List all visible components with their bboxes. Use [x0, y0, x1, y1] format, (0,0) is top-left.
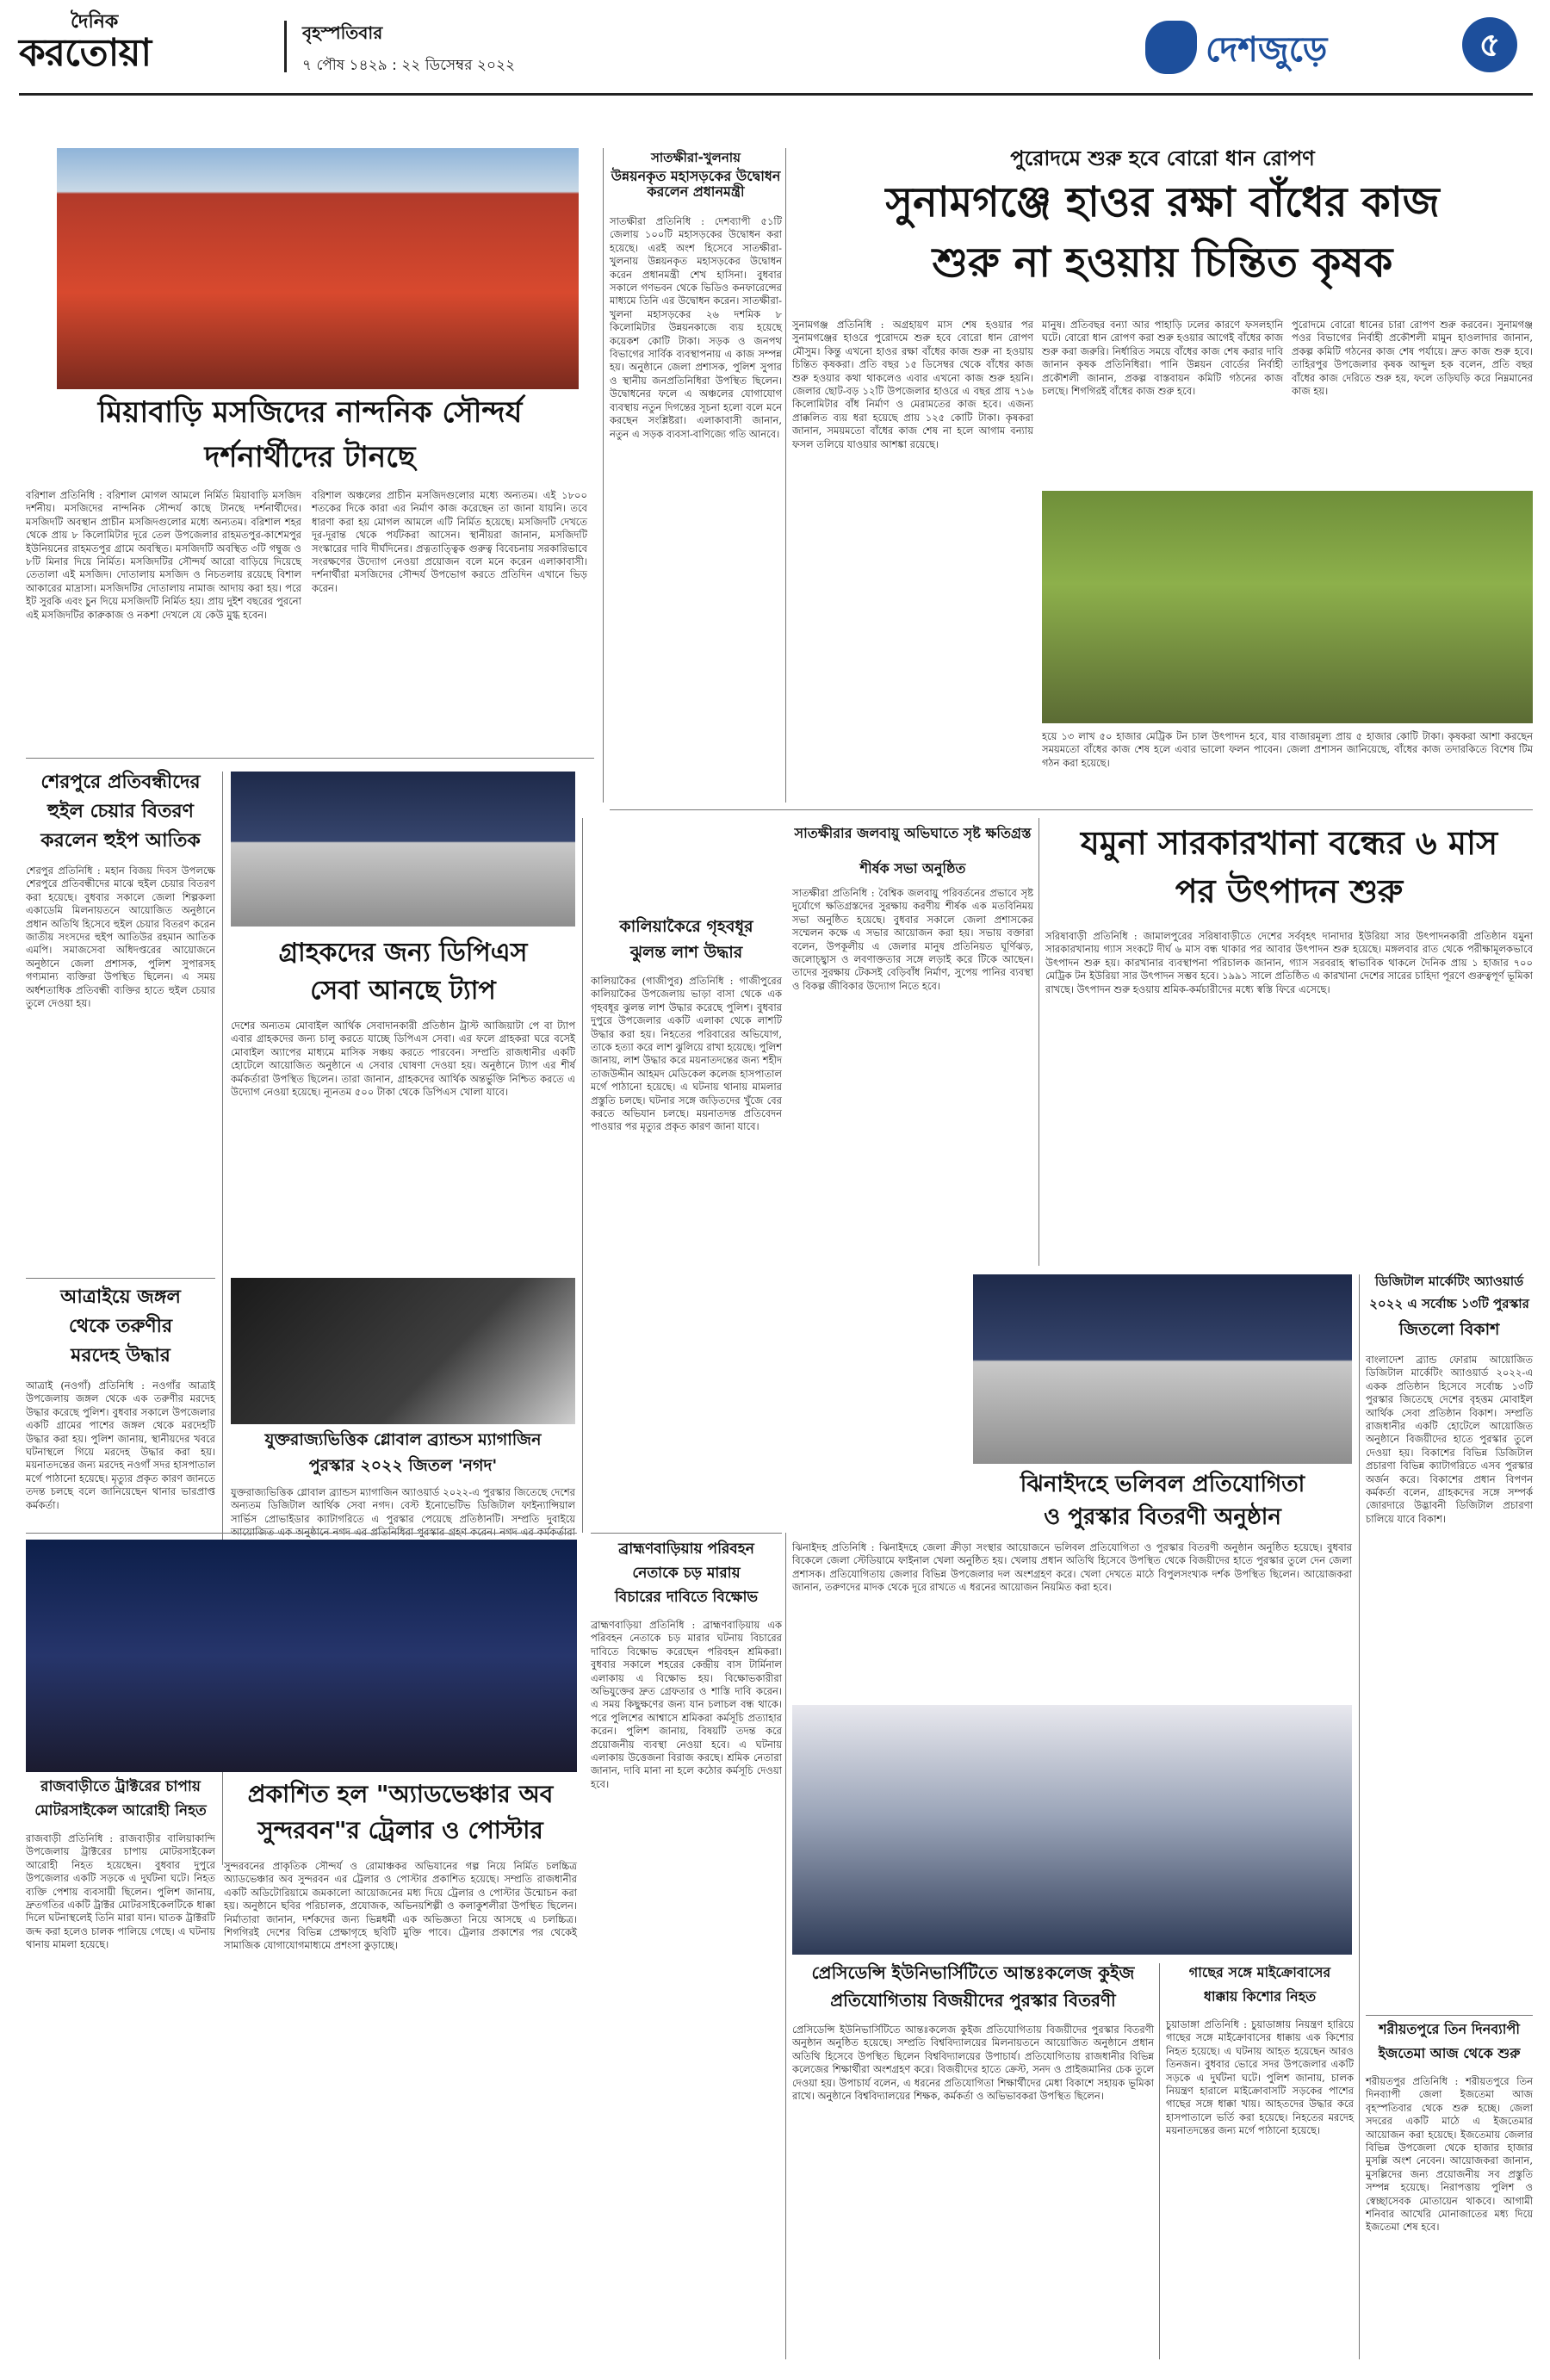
satkhira-headline: উন্নয়নকৃত মহাসড়কের উদ্বোধন করলেন প্রধানমন্ত্রী: [611, 168, 781, 201]
mosque-headline-1: মিয়াবাড়ি মসজিদের নান্দনিক সৌন্দর্য: [97, 395, 523, 430]
mosque-headline-2: দর্শনার্থীদের টানছে: [204, 440, 416, 474]
microbus-headline-2: ধাক্কায় কিশোর নিহত: [1203, 1988, 1317, 2005]
divider: [610, 809, 1533, 810]
haor-headline-1: সুনামগঞ্জে হাওর রক্ষা বাঁধের কাজ: [885, 178, 1440, 226]
divider: [26, 758, 594, 759]
farmer-photo: [1042, 491, 1533, 723]
digital-text: বাংলাদেশ ব্র্যান্ড ফোরাম আয়োজিত ডিজিটাল মার্কেটিং অ্যাওয়ার্ড ২০২২-এ একক প্রতিষ্ঠান হিসেবে সর্বোচ্চ ১৩টি পুরস্কার জিতেছে দেশের বৃহত্তম মোবাইল আর্থিক সেবা প্রতিষ্ঠান বিকাশ। সম্প্রতি রাজধানীর একটি হোটেলে আয়োজিত অনুষ্ঠানে বিজয়ীদের হাতে পুরস্কার তুলে দেওয়া হয়। বিকাশের বিভিন্ন ডিজিটাল প্রচারণা বিভিন্ন ক্যাটাগরিতে এসব পুরস্কার অর্জন করে। বিকাশের প্রধান বিপণন কর্মকর্তা বলেন, গ্রাহকদের সঙ্গে সম্পর্ক জোরদারে উদ্ভাবনী ডিজিটাল প্রচারণা চালিয়ে যাবে বিকাশ।: [1366, 1354, 1533, 1525]
presidency-headline-1: প্রেসিডেন্সি ইউনিভার্সিটিতে আন্তঃকলেজ কুইজ: [811, 1962, 1135, 1983]
sundarban-headline-1: প্রকাশিত হল "অ্যাডভেঞ্চার অব: [247, 1780, 554, 1808]
kaliakair-headline-1: কালিয়াকৈরে গৃহবধূর: [619, 917, 753, 936]
mosque-text-2: বরিশাল অঞ্চলের প্রাচীন মসজিদগুলোর মধ্যে অন্যতম। এই ১৮০০ শতকের দিকে কারা এর নির্মাণ কাজ করেছেন তা জানা যায়নি। তবে ধারণা করা হয় মোগল আমলে এটি নির্মিত হয়েছে। মসজিদটি দেখতে দূর-দূরান্ত থেকে পর্যটকরা আসেন। স্থানীয়রা জানান, মসজিদটি সংস্কারের দাবি দীর্ঘদিনের। প্রত্নতাত্ত্বিক গুরুত্ব বিবেচনায় সরকারিভাবে সংরক্ষণের উদ্যোগ নেওয়া প্রয়োজন বলে মনে করেন এলাকাবাসী। দর্শনার্থীরা মসজিদের সৌন্দর্য উপভোগ করতে প্রতিদিন এখানে ভিড় করেন।: [312, 489, 587, 594]
column-divider: [603, 148, 604, 803]
date-line: ৭ পৌষ ১৪২৯ : ২২ ডিসেম্বর ২০২২: [302, 57, 516, 74]
mosque-text-1: বরিশাল প্রতিনিধি : বরিশাল মোগল আমলে নির্মিত মিয়াবাড়ি মসজিদ দর্শনীয়। মসজিদের নান্দনিক সৌন্দর্য কাছে টানছে দর্শনার্থীদের। মসজিদটি অবস্থান প্রাচীন মসজিদগুলোর মধ্যে অন্যতম। বরিশাল শহর থেকে প্রায় ৮ কিলোমিটার দূরে তেল উপজেলার রাহমতপুর-কাশেমপুর ইউনিয়নের রাহমতপুর গ্রামে অবস্থিত। মসজিদটি অবস্থিত ৩টি গম্বুজ ও ৮টি মিনার দিয়ে নির্মিত। মসজিদটির সৌন্দর্য আরো বাড়িয়ে দিয়েছে তেতালা এই মসজিদ। দোতালায় মসজিদ ও নিচতলায় রয়েছে বিশাল আকারের মাদ্রাসা। মসজিদটির দোতালায় নামাজ আদায় করা হয়। পরে ইট সুরকি এবং চুন দিয়ে মসজিদটি নির্মিত হয়। প্রায় দুইশ বছরের পুরনো এই মসজিদটির কারুকাজ ও নকশা দেখলে যে কেউ মুগ্ধ হবেন।: [26, 489, 301, 621]
shariatpur-text: শরীয়তপুর প্রতিনিধি : শরীয়তপুরে তিন দিনব্যাপী জেলা ইজতেমা আজ বৃহস্পতিবার থেকে শুরু হচ্ছে। জেলা সদরের একটি মাঠে এ ইজতেমার আয়োজন করা হয়েছে। ইজতেমায় জেলার বিভিন্ন উপজেলা থেকে হাজার হাজার মুসল্লি অংশ নেবেন। আয়োজকরা জানান, মুসল্লিদের জন্য প্রয়োজনীয় সব প্রস্তুতি সম্পন্ন হয়েছে। নিরাপত্তায় পুলিশ ও স্বেচ্ছাসেবক মোতায়েন থাকবে। আগামী শনিবার আখেরি মোনাজাতের মধ্য দিয়ে ইজতেমা শেষ হবে।: [1366, 2075, 1533, 2234]
nagad-award-photo: [231, 1278, 575, 1424]
microbus-headline-1: গাছের সঙ্গে মাইক্রোবাসের: [1188, 1964, 1331, 1980]
divider: [26, 1533, 577, 1534]
date-box: [284, 21, 594, 72]
quiz-award-photo: [792, 1705, 1352, 1955]
rajbari-headline-1: রাজবাড়ীতে ট্রাক্টরের চাপায়: [40, 1778, 201, 1795]
column-divider: [1359, 1274, 1360, 2359]
rajbari-headline-2: মোটরসাইকেল আরোহী নিহত: [34, 1802, 207, 1819]
section-header: [1145, 17, 1533, 77]
nagad-headline-1: যুক্তরাজ্যভিত্তিক গ্লোবাল ব্র্যান্ডস ম্যাগাজিন: [264, 1430, 542, 1449]
dps-headline-1: গ্রাহকদের জন্য ডিপিএস: [278, 938, 528, 968]
atrai-headline-2: থেকে তরুণীর: [68, 1316, 173, 1337]
climate-headline: শীর্ষক সভা অনুষ্ঠিত: [859, 860, 966, 877]
haor-text-4: হয়ে ১৩ লাখ ৫০ হাজার মেট্রিক টন চাল উৎপাদন হবে, যার বাজারমূল্য প্রায় ৫ হাজার কোটি টাকা। কৃষকরা আশা করছেন সময়মতো বাঁধের কাজ শেষ হলে এবার ভালো ফলন পাবেন। জেলা প্রশাসন জানিয়েছে, বাঁধের কাজ তদারকিতে বিশেষ টিম গঠন করা হয়েছে।: [1042, 730, 1533, 769]
shariatpur-headline-1: শরীয়তপুরে তিন দিনব্যাপী: [1379, 2021, 1520, 2037]
satkhira-kicker: সাতক্ষীরা-খুলনায়: [651, 150, 741, 165]
climate-text: সাতক্ষীরা প্রতিনিধি : বৈশ্বিক জলবায়ু পরিবর্তনের প্রভাবে সৃষ্ট দুর্যোগে ক্ষতিগ্রস্তদের সুরক্ষায় করণীয় শীর্ষক এক মতবিনিময় সভা অনুষ্ঠিত হয়েছে। বুধবার সকালে জেলা প্রশাসকের সম্মেলন কক্ষে এ সভার আয়োজন করা হয়। সভায় বক্তারা বলেন, উপকূলীয় এ জেলার মানুষ প্রতিনিয়ত ঘূর্ণিঝড়, জলোচ্ছ্বাস ও লবণাক্ততার সঙ্গে লড়াই করে টিকে আছেন। তাদের সুরক্ষায় টেকসই বেড়িবাঁধ নির্মাণ, সুপেয় পানির ব্যবস্থা ও বিকল্প জীবিকার উদ্যোগ নিতে হবে।: [792, 887, 1033, 992]
kaliakair-text: কালিয়াকৈর (গাজীপুর) প্রতিনিধি : গাজীপুরের কালিয়াকৈর উপজেলায় ভাড়া বাসা থেকে এক গৃহবধূর ঝুলন্ত লাশ উদ্ধার করেছে পুলিশ। বুধবার দুপুরে উপজেলার একটি এলাকা থেকে লাশটি উদ্ধার করা হয়। নিহতের পরিবারের অভিযোগ, তাকে হত্যা করে লাশ ঝুলিয়ে রাখা হয়েছে। পুলিশ জানায়, লাশ উদ্ধার করে ময়নাতদন্তের জন্য শহীদ তাজউদ্দীন আহমদ মেডিকেল কলেজ হাসপাতাল মর্গে পাঠানো হয়েছে। এ ঘটনায় থানায় মামলার প্রস্তুতি চলছে। ঘটনার সঙ্গে জড়িতদের খুঁজে বের করতে অভিযান চলছে। ময়নাতদন্ত প্রতিবেদন পাওয়ার পর মৃত্যুর প্রকৃত কারণ জানা যাবে।: [591, 975, 782, 1133]
newspaper-logo: [19, 12, 277, 79]
sherpur-text: শেরপুর প্রতিনিধি : মহান বিজয় দিবস উপলক্ষে শেরপুরে প্রতিবন্ধীদের মাঝে হুইল চেয়ার বিতরণ করা হয়েছে। বুধবার সকালে জেলা শিল্পকলা একাডেমি মিলনায়তনে আয়োজিত অনুষ্ঠানে প্রধান অতিথি হিসেবে হুইল চেয়ার বিতরণ করেন জাতীয় সংসদের হুইপ আতিউর রহমান আতিক এমপি। সমাজসেবা অধিদপ্তরের আয়োজনে অনুষ্ঠানে জেলা প্রশাসক, পুলিশ সুপারসহ গণ্যমান্য ব্যক্তিরা উপস্থিত ছিলেন। এ সময় অর্ধশতাধিক প্রতিবন্ধী ব্যক্তির হাতে হুইল চেয়ার তুলে দেওয়া হয়।: [26, 865, 215, 1010]
nagad-text: যুক্তরাজ্যভিত্তিক গ্লোবাল ব্র্যান্ডস ম্যাগাজিন অ্যাওয়ার্ড ২০২২-এ পুরস্কার জিতেছে দেশের অন্যতম ডিজিটাল আর্থিক সেবা নগদ। বেস্ট ইনোভেটিভ ডিজিটাল ফাইন্যান্সিয়াল সার্ভিস প্রোভাইডার ক্যাটাগরিতে এ পুরস্কার পেয়েছে প্রতিষ্ঠানটি। সম্প্রতি দুবাইয়ে: [231, 1486, 575, 1525]
divider: [591, 1533, 782, 1534]
jamuna-text: সরিষাবাড়ী প্রতিনিধি : জামালপুরের সরিষাবাড়ীতে দেশের সর্ববৃহৎ দানাদার ইউরিয়া সার উৎপাদনকারী প্রতিষ্ঠান যমুনা সারকারখানায় গ্যাস সংকটে দীর্ঘ ৬ মাস বন্ধ থাকার পর আবার উৎপাদন শুরু হয়েছে। মঙ্গলবার রাত থেকে পরীক্ষামূলকভাবে উৎপাদন শুরু হয়। কারখানার ব্যবস্থাপনা পরিচালক জানান, গ্যাস সরবরাহ স্বাভাবিক থাকলে দৈনিক প্রায় ১ হাজার ৭০০ মেট্রিক টন ইউরিয়া সার উৎপাদন সম্ভব হবে। ১৯৯১ সালে প্রতিষ্ঠিত এ কারখানা দেশের সারের চাহিদা পূরণে গুরুত্বপূর্ণ ভূমিকা রাখছে। উৎপাদন শুরু হওয়ায় শ্রমিক-কর্মচারীদের মধ্যে স্বস্তি ফিরে এসেছে।: [1045, 930, 1533, 995]
rajbari-text: রাজবাড়ী প্রতিনিধি : রাজবাড়ীর বালিয়াকান্দি উপজেলায় ট্রাক্টরের চাপায় মোটরসাইকেল আরোহী নিহত হয়েছেন। বুধবার দুপুরে উপজেলার একটি সড়কে এ দুর্ঘটনা ঘটে। নিহত ব্যক্তি পেশায় ব্যবসায়ী ছিলেন। পুলিশ জানায়, দ্রুতগতির একটি ট্রাক্টর মোটরসাইকেলটিকে ধাক্কা দিলে ঘটনাস্থলেই তিনি মারা যান। ঘাতক ট্রাক্টরটি জব্দ করা হলেও চালক পালিয়ে গেছে। এ ঘটনায় থানায় মামলা হয়েছে।: [26, 1832, 215, 1951]
jamuna-headline-1: যমুনা সারকারখানা বন্ধের ৬ মাস: [1080, 824, 1498, 862]
sundarban-headline-2: সুন্দরবন"র ট্রেলার ও পোস্টার: [257, 1816, 543, 1844]
atrai-headline-3: মরদেহ উদ্ধার: [71, 1345, 170, 1367]
volleyball-photo: [973, 1274, 1352, 1464]
date-day: বৃহস্পতিবার: [302, 22, 383, 43]
atrai-text: আত্রাই (নওগাঁ) প্রতিনিধি : নওগাঁর আত্রাই উপজেলায় জঙ্গল থেকে এক তরুণীর মরদেহ উদ্ধার করেছে পুলিশ। বুধবার সকালে উপজেলার একটি গ্রামের পাশের জঙ্গল থেকে মরদেহটি উদ্ধার করা হয়। পুলিশ জানায়, স্থানীয়দের খবরে ঘটনাস্থলে গিয়ে মরদেহ উদ্ধার করা হয়। ময়নাতদন্তের জন্য মরদেহ নওগাঁ সদর হাসপাতাল মর্গে পাঠানো হয়েছে। মৃত্যুর প্রকৃত কারণ জানতে তদন্ত চলছে বলে জানিয়েছেন থানার ভারপ্রাপ্ত কর্মকর্তা।: [26, 1379, 215, 1511]
sundarban-text: সুন্দরবনের প্রাকৃতিক সৌন্দর্য ও রোমাঞ্চকর অভিযানের গল্প নিয়ে নির্মিত চলচ্চিত্র অ্যাডভেঞ্চার অব সুন্দরবন এর ট্রেলার ও পোস্টার প্রকাশিত হয়েছে। সম্প্রতি রাজধানীর একটি অডিটোরিয়ামে জমকালো আয়োজনের মধ্য দিয়ে ট্রেলার ও পোস্টার উন্মোচন করা হয়। অনুষ্ঠানে ছবির পরিচালক, প্রযোজক, অভিনয়শিল্পী ও কলাকুশলীরা উপস্থিত ছিলেন। নির্মাতারা জানান, দর্শকদের জন্য ভিন্নধর্মী এক অভিজ্ঞতা নিয়ে আসছে এ চলচ্চিত্র। শিগগিরই দেশের বিভিন্ন প্রেক্ষাগৃহে ছবিটি মুক্তি পাবে। ট্রেলার প্রকাশের পর থেকেই সামাজিক যোগাযোগমাধ্যমে প্রশংসা কুড়াচ্ছে।: [224, 1860, 577, 1952]
sherpur-headline-1: শেরপুরে প্রতিবন্ধীদের: [40, 772, 201, 793]
kaliakair-headline-2: ঝুলন্ত লাশ উদ্ধার: [629, 943, 743, 962]
column-divider: [1159, 1963, 1160, 2359]
dps-text: দেশের অন্যতম মোবাইল আর্থিক সেবাদানকারী প্রতিষ্ঠান ট্রাস্ট আজিয়াটা পে বা ট্যাপ এবার গ্রাহকদের জন্য চালু করতে যাচ্ছে ডিপিএস সেবা। এর ফলে গ্রাহকরা ঘরে বসেই মোবাইল অ্যাপের মাধ্যমে মাসিক সঞ্চয় করতে পারবেন। সম্প্রতি রাজধানীর একটি হোটেলে আয়োজিত অনুষ্ঠানে এ সেবার ঘোষণা দেওয়া হয়। অনুষ্ঠানে ট্যাপ এর শীর্ষ কর্মকর্তারা উপস্থিত ছিলেন। তারা জানান, গ্রাহকদের আর্থিক অন্তর্ভুক্তি নিশ্চিত করতে এ উদ্যোগ নেওয়া হয়েছে। ন্যূনতম ৫০০ টাকা থেকে ডিপিএস খোলা যাবে।: [231, 1020, 575, 1099]
jhenaidah-headline-2: ও পুরস্কার বিতরণী অনুষ্ঠান: [1044, 1504, 1281, 1530]
top-rule: [19, 93, 1533, 96]
haor-headline-2: শুরু না হওয়ায় চিন্তিত কৃষক: [932, 239, 1393, 287]
climate-kicker: সাতক্ষীরার জলবায়ু অভিঘাতে সৃষ্ট ক্ষতিগ্রস্ত: [794, 825, 1032, 841]
column-divider: [1038, 818, 1039, 1266]
atrai-headline-1: আত্রাইয়ে জঙ্গল: [60, 1286, 181, 1308]
haor-kicker: পুরোদমে শুরু হবে বোরো ধান রোপণ: [1010, 146, 1315, 170]
sherpur-headline-2: হুইল চেয়ার বিতরণ: [47, 801, 194, 822]
haor-text-2: মানুষ। প্রতিবছর বন্যা আর পাহাড়ি ঢলের কারণে ফসলহানি ঘটে। বোরো ধান রোপণ করা শুরু হওয়ার আগেই বাঁধের কাজ শুরু করা জরুরি। নির্ধারিত সময়ে বাঁধের কাজ শেষ করার দাবি জানান কৃষক প্রতিনিধিরা। পানি উন্নয়ন বোর্ডের নির্বাহী প্রকৌশলী জানান, প্রকল্প বাস্তবায়ন কমিটি গঠনের কাজ চলছে। শিগগিরই বাঁধের কাজ শুরু হবে।: [1042, 319, 1283, 398]
logo-small-text: দৈনিক: [71, 11, 119, 33]
sherpur-headline-3: করলেন হুইপ আতিক: [40, 830, 201, 852]
brahmanbaria-headline-2: নেতাকে চড় মারায়: [632, 1565, 741, 1582]
presidency-headline-2: প্রতিযোগিতায় বিজয়ীদের পুরস্কার বিতরণী: [830, 1990, 1116, 2011]
sundarban-event-photo: [26, 1540, 577, 1772]
digital-headline-2: ২০২২ এ সর্বোচ্চ ১৩টি পুরস্কার: [1369, 1296, 1529, 1311]
jhenaidah-text: ঝিনাইদহ প্রতিনিধি : ঝিনাইদহে জেলা ক্রীড়া সংস্থার আয়োজনে ভলিবল প্রতিযোগিতা ও পুরস্কার বিতরণী অনুষ্ঠান অনুষ্ঠিত হয়েছে। বুধবার বিকেলে জেলা স্টেডিয়ামে ফাইনাল খেলা অনুষ্ঠিত হয়। খেলায় প্রধান অতিথি হিসেবে উপস্থিত থেকে বিজয়ীদের হাতে পুরস্কার তুলে দেন জেলা প্রশাসক। প্রতিযোগিতায় জেলার বিভিন্ন উপজেলার দল অংশগ্রহণ করে। খেলা দেখতে মাঠে বিপুলসংখ্যক দর্শক উপস্থিত ছিলেন। আয়োজকরা জানান, তরুণদের মাদক থেকে দূরে রাখতে এ ধরনের আয়োজন নিয়মিত করা হবে।: [792, 1541, 1352, 1594]
column-divider: [785, 1533, 786, 2359]
brahmanbaria-text: ব্রাহ্মণবাড়িয়া প্রতিনিধি : ব্রাহ্মণবাড়িয়ায় এক পরিবহন নেতাকে চড় মারার ঘটনায় বিচারের দাবিতে বিক্ষোভ করেছেন পরিবহন শ্রমিকরা। বুধবার সকালে শহরের কেন্দ্রীয় বাস টার্মিনাল এলাকায় এ বিক্ষোভ হয়। বিক্ষোভকারীরা অভিযুক্তের দ্রুত গ্রেফতার ও শাস্তি দাবি করেন। এ সময় কিছুক্ষণের জন্য যান চলাচল বন্ধ থাকে। পরে পুলিশের আশ্বাসে শ্রমিকরা কর্মসূচি প্রত্যাহার করেন। পুলিশ জানায়, বিষয়টি তদন্ত করে প্রয়োজনীয় ব্যবস্থা নেওয়া হবে। এ ঘটনায় এলাকায় উত্তেজনা বিরাজ করছে। শ্রমিক নেতারা জানান, দাবি মানা না হলে কঠোর কর্মসূচি দেওয়া হবে।: [591, 1619, 782, 1790]
bangladesh-map-icon: [1145, 21, 1197, 74]
column-divider: [582, 818, 583, 1533]
digital-headline-1: ডিজিটাল মার্কেটিং অ্যাওয়ার্ড: [1374, 1274, 1524, 1289]
satkhira-text: সাতক্ষীরা প্রতিনিধি : দেশব্যাপী ৫১টি জেলায় ১০০টি মহাসড়কের উদ্বোধন করা হয়েছে। এরই অংশ হিসেবে সাতক্ষীরা-খুলনায় উন্নয়নকৃত মহাসড়কের উদ্বোধন করেন প্রধানমন্ত্রী শেখ হাসিনা। বুধবার সকালে গণভবন থেকে ভিডিও কনফারেন্সের মাধ্যমে তিনি এর উদ্বোধন করেন। সাতক্ষীরা-খুলনা মহাসড়কের ২৬ দশমিক ৮ কিলোমিটার উন্নয়নকাজে ব্যয় হয়েছে কয়েকশ কোটি টাকা। সড়ক ও জনপথ বিভাগের সার্বিক ব্যবস্থাপনায় এ কাজ সম্পন্ন হয়। অনুষ্ঠানে জেলা প্রশাসক, পুলিশ সুপার ও স্থানীয় জনপ্রতিনিধিরা উপস্থিত ছিলেন। উদ্বোধনের ফলে এ অঞ্চলের যোগাযোগ ব্যবস্থায় নতুন দিগন্তের সূচনা হলো বলে মনে করছেন সংশ্লিষ্টরা। এলাকাবাসী জানান, নতুন এ সড়ক ব্যবসা-বাণিজ্যে গতি আনবে।: [610, 215, 782, 440]
jhenaidah-headline-1: ঝিনাইদহে ভলিবল প্রতিযোগিতা: [1020, 1472, 1305, 1497]
mosque-photo: [57, 148, 579, 389]
brahmanbaria-headline-3: বিচারের দাবিতে বিক্ষোভ: [614, 1589, 759, 1606]
digital-headline-3: জিতলো বিকাশ: [1398, 1320, 1500, 1339]
tap-event-photo: [231, 772, 575, 927]
logo-big-text: করতোয়া: [19, 31, 152, 75]
divider: [26, 1278, 215, 1279]
haor-text-3: পুরোদমে বোরো ধানের চারা রোপণ শুরু করবেন। সুনামগঞ্জ পওর বিভাগের নির্বাহী প্রকৌশলী মামুন হাওলাদার জানান, প্রকল্প কমিটি গঠনের কাজ শেষ পর্যায়ে। দ্রুত কাজ শুরু হবে। তাহিরপুর উপজেলার কৃষক আব্দুল হক বলেন, প্রতি বছর বাঁধের কাজ দেরিতে শুরু হয়, ফলে তড়িঘড়ি করে নিম্নমানের কাজ হয়।: [1292, 319, 1533, 398]
page-number: ৫: [1462, 17, 1517, 72]
brahmanbaria-headline-1: ব্রাহ্মণবাড়িয়ায় পরিবহন: [618, 1540, 754, 1558]
column-divider: [785, 148, 786, 803]
section-title: দেশজুড়ে: [1206, 30, 1328, 70]
jamuna-headline-2: পর উৎপাদন শুরু: [1175, 872, 1404, 910]
presidency-text: প্রেসিডেন্সি ইউনিভার্সিটিতে আন্তঃকলেজ কুইজ প্রতিযোগিতায় বিজয়ীদের পুরস্কার বিতরণী অনুষ্ঠান অনুষ্ঠিত হয়েছে। সম্প্রতি বিশ্ববিদ্যালয়ের মিলনায়তনে আয়োজিত অনুষ্ঠানে প্রধান অতিথি হিসেবে উপস্থিত ছিলেন বিশ্ববিদ্যালয়ের উপাচার্য। প্রতিযোগিতায় রাজধানীর বিভিন্ন কলেজের শিক্ষার্থীরা অংশগ্রহণ করে। বিজয়ীদের হাতে ক্রেস্ট, সনদ ও প্রাইজমানির চেক তুলে দেওয়া হয়। উপাচার্য বলেন, এ ধরনের প্রতিযোগিতা শিক্ষার্থীদের মেধা বিকাশে সহায়ক ভূমিকা রাখে। অনুষ্ঠানে বিশ্ববিদ্যালয়ের শিক্ষক, কর্মকর্তা ও অভিভাবকরা উপস্থিত ছিলেন।: [792, 2024, 1154, 2103]
microbus-text: চুয়াডাঙ্গা প্রতিনিধি : চুয়াডাঙ্গায় নিয়ন্ত্রণ হারিয়ে গাছের সঙ্গে মাইক্রোবাসের ধাক্কায় এক কিশোর নিহত হয়েছে। এ ঘটনায় আহত হয়েছেন আরও তিনজন। বুধবার ভোরে সদর উপজেলার একটি সড়কে এ দুর্ঘটনা ঘটে। পুলিশ জানায়, চালক নিয়ন্ত্রণ হারালে মাইক্রোবাসটি সড়কের পাশের গাছের সঙ্গে ধাক্কা খায়। আহতদের উদ্ধার করে হাসপাতালে ভর্তি করা হয়েছে। নিহতের মরদেহ ময়নাতদন্তের জন্য মর্গে পাঠানো হয়েছে।: [1166, 2018, 1354, 2137]
dps-headline-2: সেবা আনছে ট্যাপ: [310, 976, 496, 1006]
shariatpur-headline-2: ইজতেমা আজ থেকে শুরু: [1378, 2045, 1521, 2061]
nagad-headline-2: পুরস্কার ২০২২ জিতল 'নগদ': [308, 1456, 498, 1475]
divider: [1366, 2015, 1533, 2016]
haor-text-1: সুনামগঞ্জ প্রতিনিধি : অগ্রহায়ণ মাস শেষ হওয়ার পর সুনামগঞ্জের হাওরে পুরোদমে শুরু হবে বোরো ধান রোপণ মৌসুম। কিন্তু এখনো হাওর রক্ষা বাঁধের কাজ শুরু না হওয়ায় চিন্তিত কৃষকরা। প্রতি বছর ১৫ ডিসেম্বর থেকে বাঁধের কাজ শুরু হওয়ার কথা থাকলেও এবার এখনো কাজ শুরু হয়নি। জেলার ছোট-বড় ১২টি উপজেলার হাওরে এ বছর প্রায় ৭১৬ কিলোমিটার বাঁধ নির্মাণ ও মেরামতের কাজ হবে। এজন্য প্রাক্কলিত ব্যয় ধরা হয়েছে প্রায় ১২৫ কোটি টাকা। কৃষকরা জানান, সময়মতো বাঁধের কাজ শেষ না হলে আগাম বন্যায় ফসল তলিয়ে যাওয়ার আশঙ্কা রয়েছে।: [792, 319, 1033, 450]
